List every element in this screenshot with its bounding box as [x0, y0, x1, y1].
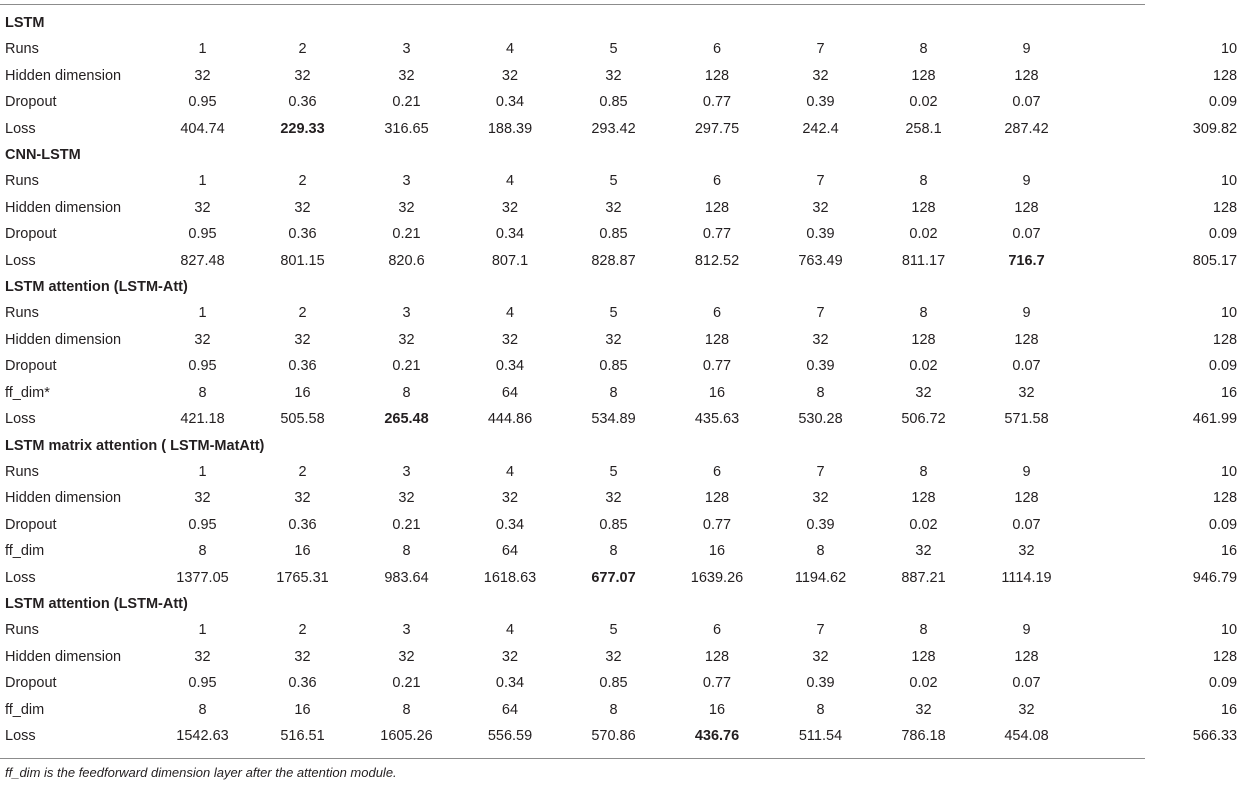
value-cell: 8 [816, 384, 825, 401]
value-cell: 0.36 [288, 94, 317, 111]
value-cell: 3 [402, 463, 411, 480]
value-cell: 0.77 [702, 675, 732, 692]
value-cell: 32 [812, 331, 829, 348]
value-cell: 0.39 [806, 675, 835, 692]
table-row [0, 116, 1245, 142]
value-cell: 32 [398, 331, 415, 348]
value-cell: 0.36 [288, 358, 317, 375]
value-cell: 534.89 [591, 411, 636, 428]
value-cell: 10 [1220, 463, 1238, 480]
value-cell: 0.07 [1012, 94, 1041, 111]
value-cell: 0.34 [495, 94, 525, 111]
row-label: Hidden dimension [5, 648, 122, 665]
value-cell: 0.21 [392, 675, 421, 692]
value-cell: 0.02 [909, 226, 938, 243]
section-title: CNN-LSTM [5, 147, 81, 164]
value-cell: 128 [1212, 490, 1238, 507]
value-cell: 128 [911, 199, 936, 216]
value-cell: 0.21 [392, 358, 421, 375]
value-cell: 32 [915, 701, 932, 718]
value-cell: 258.1 [905, 120, 942, 137]
value-cell: 8 [198, 384, 207, 401]
value-cell: 1 [198, 305, 207, 322]
value-cell: 0.02 [909, 516, 938, 533]
value-cell: 10 [1220, 305, 1238, 322]
value-cell: 511.54 [798, 727, 843, 744]
value-cell: 309.82 [1192, 120, 1238, 137]
section-title: LSTM attention (LSTM-Att) [5, 279, 188, 296]
value-cell: 7 [816, 622, 825, 639]
value-cell: 6 [712, 41, 722, 58]
value-cell: 0.77 [702, 358, 732, 375]
value-cell: 983.64 [384, 569, 429, 586]
value-cell: 32 [605, 331, 622, 348]
row-label: ff_dim [5, 701, 45, 718]
value-cell: 32 [915, 384, 932, 401]
value-cell: 0.85 [599, 516, 628, 533]
value-cell: 32 [812, 67, 829, 84]
table-row [0, 89, 1245, 115]
value-cell: 8 [402, 543, 411, 560]
value-cell: 128 [911, 490, 936, 507]
value-cell: 16 [294, 384, 311, 401]
value-cell: 1 [198, 622, 207, 639]
value-cell: 3 [402, 173, 411, 190]
value-cell: 242.4 [802, 120, 839, 137]
value-cell: 0.21 [392, 516, 421, 533]
value-cell: 128 [1014, 331, 1039, 348]
value-cell: 0.36 [288, 516, 317, 533]
value-cell: 16 [708, 543, 726, 560]
best-value-cell: 229.33 [280, 120, 325, 137]
value-cell: 32 [605, 67, 622, 84]
section-header-row [0, 10, 1245, 36]
value-cell: 807.1 [491, 252, 529, 269]
value-cell: 0.39 [806, 358, 835, 375]
value-cell: 8 [402, 384, 411, 401]
table-row [0, 697, 1245, 723]
table-row [0, 459, 1245, 485]
value-cell: 8 [919, 463, 928, 480]
value-cell: 64 [501, 543, 519, 560]
section-header-row [0, 591, 1245, 617]
value-cell: 8 [816, 543, 825, 560]
value-cell: 16 [708, 384, 726, 401]
value-cell: 128 [911, 648, 936, 665]
value-cell: 7 [816, 173, 825, 190]
value-cell: 0.34 [495, 516, 525, 533]
value-cell: 820.6 [388, 252, 425, 269]
value-cell: 1 [198, 41, 207, 58]
table-row [0, 221, 1245, 247]
value-cell: 16 [708, 701, 726, 718]
table-row [0, 353, 1245, 379]
row-label: Dropout [5, 516, 57, 533]
value-cell: 128 [1014, 648, 1039, 665]
value-cell: 505.58 [280, 411, 325, 428]
value-cell: 763.49 [798, 252, 843, 269]
value-cell: 16 [1220, 384, 1238, 401]
value-cell: 9 [1022, 463, 1031, 480]
value-cell: 0.85 [599, 226, 628, 243]
value-cell: 287.42 [1004, 120, 1049, 137]
table-row [0, 380, 1245, 406]
value-cell: 0.95 [188, 94, 217, 111]
value-cell: 4 [505, 305, 515, 322]
value-cell: 32 [605, 199, 622, 216]
value-cell: 0.95 [188, 675, 217, 692]
value-cell: 1765.31 [276, 569, 329, 586]
value-cell: 1194.62 [794, 569, 847, 586]
value-cell: 9 [1022, 305, 1031, 322]
value-cell: 32 [398, 648, 415, 665]
value-cell: 6 [712, 622, 722, 639]
row-label: Loss [5, 120, 36, 137]
value-cell: 128 [704, 490, 730, 507]
value-cell: 9 [1022, 622, 1031, 639]
value-cell: 0.07 [1012, 675, 1041, 692]
value-cell: 7 [816, 305, 825, 322]
value-cell: 516.51 [280, 727, 325, 744]
value-cell: 5 [609, 463, 618, 480]
value-cell: 0.36 [288, 675, 317, 692]
value-cell: 4 [505, 173, 515, 190]
value-cell: 801.15 [280, 252, 325, 269]
value-cell: 0.02 [909, 675, 938, 692]
row-label: Hidden dimension [5, 331, 122, 348]
value-cell: 506.72 [901, 411, 946, 428]
value-cell: 32 [1018, 384, 1035, 401]
value-cell: 6 [712, 173, 722, 190]
row-label: Loss [5, 252, 36, 269]
value-cell: 128 [1014, 67, 1039, 84]
table-row [0, 168, 1245, 194]
value-cell: 8 [609, 543, 618, 560]
value-cell: 32 [1018, 701, 1035, 718]
value-cell: 2 [298, 305, 307, 322]
value-cell: 827.48 [180, 252, 225, 269]
value-cell: 1618.63 [483, 569, 537, 586]
value-cell: 128 [1212, 199, 1238, 216]
value-cell: 0.34 [495, 358, 525, 375]
row-label: ff_dim [5, 543, 45, 560]
value-cell: 128 [911, 331, 936, 348]
value-cell: 0.77 [702, 226, 732, 243]
value-cell: 8 [609, 701, 618, 718]
table-footnote: ff_dim is the feedforward dimension layer after the attention module. [5, 765, 397, 780]
value-cell: 16 [1220, 701, 1238, 718]
value-cell: 16 [294, 543, 311, 560]
value-cell: 32 [501, 331, 519, 348]
value-cell: 8 [198, 543, 207, 560]
value-cell: 404.74 [180, 120, 225, 137]
value-cell: 1 [198, 463, 207, 480]
value-cell: 454.08 [1004, 727, 1049, 744]
value-cell: 128 [1212, 67, 1238, 84]
value-cell: 9 [1022, 41, 1031, 58]
value-cell: 3 [402, 305, 411, 322]
value-cell: 1114.19 [1001, 569, 1052, 586]
table-row [0, 195, 1245, 221]
value-cell: 9 [1022, 173, 1031, 190]
value-cell: 128 [704, 199, 730, 216]
best-value-cell: 265.48 [384, 411, 429, 428]
section-title: LSTM matrix attention ( LSTM-MatAtt) [5, 437, 265, 454]
value-cell: 2 [298, 41, 307, 58]
results-table [0, 10, 1245, 749]
row-label: Dropout [5, 358, 57, 375]
value-cell: 64 [501, 701, 519, 718]
row-label: Dropout [5, 226, 57, 243]
section-title: LSTM attention (LSTM-Att) [5, 595, 188, 612]
value-cell: 32 [501, 490, 519, 507]
value-cell: 1 [198, 173, 207, 190]
value-cell: 10 [1220, 41, 1238, 58]
value-cell: 5 [609, 41, 618, 58]
value-cell: 0.34 [495, 675, 525, 692]
value-cell: 5 [609, 305, 618, 322]
value-cell: 128 [911, 67, 936, 84]
value-cell: 421.18 [180, 411, 225, 428]
table-row [0, 512, 1245, 538]
value-cell: 0.07 [1012, 226, 1041, 243]
value-cell: 8 [919, 622, 928, 639]
value-cell: 32 [501, 199, 519, 216]
value-cell: 0.36 [288, 226, 317, 243]
value-cell: 0.21 [392, 226, 421, 243]
value-cell: 0.95 [188, 516, 217, 533]
row-label: Runs [5, 305, 39, 322]
value-cell: 0.77 [702, 94, 732, 111]
value-cell: 32 [501, 67, 519, 84]
value-cell: 10 [1220, 173, 1238, 190]
table-row [0, 538, 1245, 564]
value-cell: 8 [919, 41, 928, 58]
value-cell: 946.79 [1192, 569, 1238, 586]
row-label: Hidden dimension [5, 490, 122, 507]
value-cell: 32 [294, 199, 311, 216]
value-cell: 566.33 [1192, 727, 1238, 744]
table-row [0, 644, 1245, 670]
value-cell: 1377.05 [176, 569, 229, 586]
value-cell: 32 [294, 648, 311, 665]
row-label: Loss [5, 569, 36, 586]
table-row [0, 617, 1245, 643]
row-label: ff_dim* [5, 384, 50, 401]
table-row [0, 63, 1245, 89]
value-cell: 6 [712, 305, 722, 322]
value-cell: 10 [1220, 622, 1238, 639]
value-cell: 32 [501, 648, 519, 665]
value-cell: 556.59 [487, 727, 533, 744]
row-label: Dropout [5, 94, 57, 111]
value-cell: 0.09 [1208, 358, 1238, 375]
value-cell: 293.42 [591, 120, 636, 137]
value-cell: 8 [919, 173, 928, 190]
value-cell: 0.07 [1012, 516, 1041, 533]
value-cell: 3 [402, 622, 411, 639]
section-title: LSTM [5, 15, 45, 31]
value-cell: 435.63 [694, 411, 740, 428]
value-cell: 32 [194, 490, 211, 507]
value-cell: 8 [919, 305, 928, 322]
value-cell: 811.17 [901, 252, 946, 269]
value-cell: 32 [605, 490, 622, 507]
value-cell: 128 [704, 648, 730, 665]
value-cell: 2 [298, 463, 307, 480]
value-cell: 0.09 [1208, 94, 1238, 111]
value-cell: 32 [294, 490, 311, 507]
value-cell: 32 [812, 490, 829, 507]
value-cell: 0.02 [909, 358, 938, 375]
value-cell: 32 [194, 67, 211, 84]
row-label: Loss [5, 411, 36, 428]
value-cell: 0.95 [188, 226, 217, 243]
value-cell: 32 [812, 199, 829, 216]
value-cell: 128 [1014, 199, 1039, 216]
value-cell: 2 [298, 622, 307, 639]
row-label: Runs [5, 41, 39, 58]
value-cell: 0.21 [392, 94, 421, 111]
value-cell: 786.18 [901, 727, 946, 744]
value-cell: 32 [194, 648, 211, 665]
value-cell: 530.28 [798, 411, 843, 428]
value-cell: 32 [194, 331, 211, 348]
top-rule [0, 4, 1145, 5]
row-label: Runs [5, 173, 39, 190]
value-cell: 2 [298, 173, 307, 190]
value-cell: 128 [1212, 331, 1238, 348]
row-label: Loss [5, 727, 36, 744]
value-cell: 0.85 [599, 358, 628, 375]
value-cell: 0.95 [188, 358, 217, 375]
value-cell: 32 [398, 67, 415, 84]
value-cell: 8 [402, 701, 411, 718]
value-cell: 16 [294, 701, 311, 718]
value-cell: 812.52 [694, 252, 740, 269]
section-header-row [0, 433, 1245, 459]
section-header-row [0, 274, 1245, 300]
value-cell: 6 [712, 463, 722, 480]
value-cell: 1542.63 [176, 727, 229, 744]
value-cell: 128 [1212, 648, 1238, 665]
value-cell: 0.34 [495, 226, 525, 243]
table-row [0, 670, 1245, 696]
value-cell: 0.39 [806, 94, 835, 111]
value-cell: 128 [704, 67, 730, 84]
bottom-rule [0, 758, 1145, 759]
table-body [0, 10, 1245, 749]
value-cell: 32 [915, 543, 932, 560]
best-value-cell: 436.76 [694, 727, 740, 744]
value-cell: 4 [505, 622, 515, 639]
value-cell: 32 [398, 199, 415, 216]
value-cell: 297.75 [694, 120, 740, 137]
value-cell: 188.39 [487, 120, 533, 137]
value-cell: 32 [1018, 543, 1035, 560]
value-cell: 3 [402, 41, 411, 58]
row-label: Runs [5, 622, 39, 639]
value-cell: 128 [1014, 490, 1039, 507]
value-cell: 8 [609, 384, 618, 401]
value-cell: 0.07 [1012, 358, 1041, 375]
best-value-cell: 716.7 [1008, 252, 1045, 269]
table-row [0, 565, 1245, 591]
value-cell: 444.86 [487, 411, 533, 428]
value-cell: 32 [294, 331, 311, 348]
table-row [0, 485, 1245, 511]
row-label: Runs [5, 463, 39, 480]
section-header-row [0, 142, 1245, 168]
value-cell: 1639.26 [690, 569, 744, 586]
value-cell: 805.17 [1192, 252, 1238, 269]
value-cell: 32 [605, 648, 622, 665]
value-cell: 32 [194, 199, 211, 216]
value-cell: 4 [505, 463, 515, 480]
best-value-cell: 677.07 [591, 569, 636, 586]
row-label: Dropout [5, 675, 57, 692]
row-label: Hidden dimension [5, 199, 122, 216]
value-cell: 4 [505, 41, 515, 58]
value-cell: 571.58 [1004, 411, 1049, 428]
value-cell: 0.85 [599, 675, 628, 692]
table-row [0, 406, 1245, 432]
value-cell: 0.85 [599, 94, 628, 111]
value-cell: 32 [294, 67, 311, 84]
value-cell: 1605.26 [380, 727, 433, 744]
value-cell: 32 [398, 490, 415, 507]
value-cell: 0.77 [702, 516, 732, 533]
table-row [0, 300, 1245, 326]
table-row [0, 248, 1245, 274]
value-cell: 5 [609, 173, 618, 190]
value-cell: 0.09 [1208, 226, 1238, 243]
value-cell: 0.09 [1208, 516, 1238, 533]
value-cell: 0.09 [1208, 675, 1238, 692]
row-label: Hidden dimension [5, 67, 122, 84]
value-cell: 7 [816, 463, 825, 480]
value-cell: 7 [816, 41, 825, 58]
table-row [0, 36, 1245, 62]
value-cell: 570.86 [591, 727, 636, 744]
value-cell: 8 [816, 701, 825, 718]
value-cell: 461.99 [1192, 411, 1238, 428]
value-cell: 0.02 [909, 94, 938, 111]
value-cell: 32 [812, 648, 829, 665]
value-cell: 8 [198, 701, 207, 718]
value-cell: 16 [1220, 543, 1238, 560]
value-cell: 64 [501, 384, 519, 401]
value-cell: 128 [704, 331, 730, 348]
value-cell: 316.65 [384, 120, 429, 137]
table-row [0, 327, 1245, 353]
value-cell: 0.39 [806, 516, 835, 533]
value-cell: 5 [609, 622, 618, 639]
value-cell: 828.87 [591, 252, 636, 269]
table-row [0, 723, 1245, 749]
value-cell: 887.21 [901, 569, 946, 586]
value-cell: 0.39 [806, 226, 835, 243]
